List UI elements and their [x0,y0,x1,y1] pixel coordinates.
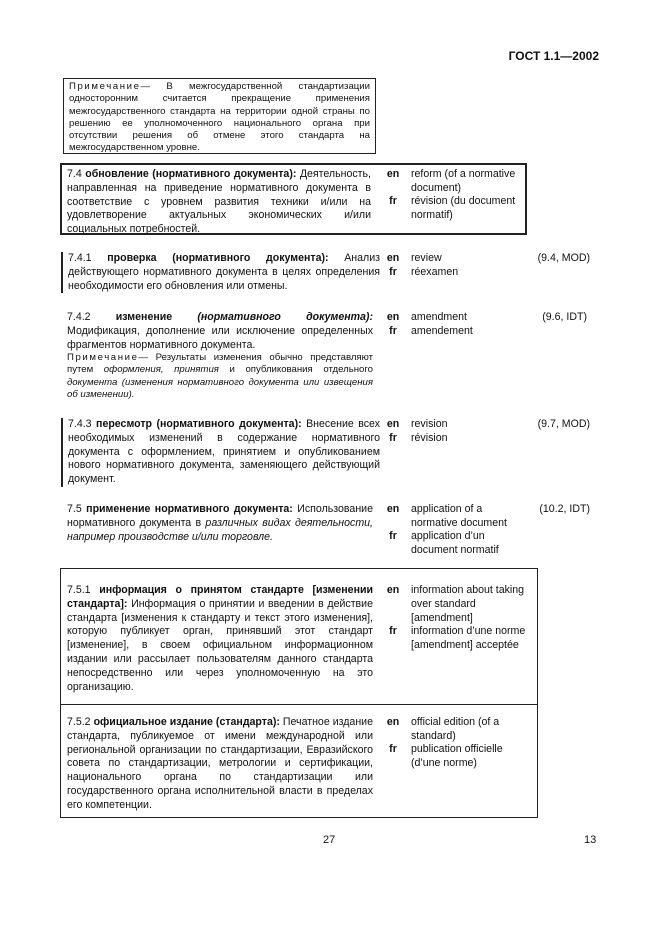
definition: Модификация, дополнение или исключение определенных фрагментов нормативного документа. [67,324,373,351]
lang-fr: fr [389,625,397,637]
entry-number: 7.4 [67,168,82,180]
entry-7-4-ru [67,168,371,237]
definition: Деятельность, направленная на приведение нормативного документа в соответствие с уровнем развития техники и/или на удовлетворение актуальных экономических и/или социальных потребностей. [67,168,371,236]
term-italic: (нормативного документа): [197,311,373,323]
term: проверка (нормативного документа): [107,252,329,264]
term-en: reform (of a normative document) [411,168,516,194]
note-italic: документа (изменения нормативного документа или извещения об изменении). [67,376,373,400]
definition: Внесение всех необходимых изменений в содержание нормативного документа с оформлением, принятием и опубликованием нового нормативного документа, заменяющего действующий документ. [68,418,380,486]
term: официальное издание (стандарта): [93,716,280,728]
lang-en: en [386,584,400,596]
entries-divider [60,704,538,705]
term: применение нормативного документа: [86,503,293,515]
lang-en: en [386,168,400,180]
term-en: application of a normative document [411,503,507,529]
lang-fr: fr [389,325,397,337]
term-en: official edition (of a standard) [411,716,500,742]
source-ref: (9.6, IDT) [542,311,587,323]
definition-italic: различных видах деятельности, например производстве и/или торговле. [67,516,373,543]
lang-fr: fr [389,266,397,278]
entry-number: 7.5.1 [67,584,91,596]
definition: Использование нормативного документа в [67,503,373,529]
lang-fr: fr [389,195,397,207]
entry-7-5-ru [67,503,373,544]
term: пересмотр (нормативного документа): [96,418,302,430]
page-number-center: 27 [323,834,336,846]
page-number-right: 13 [584,834,597,846]
term-fr: publication officielle (d’une norme) [411,743,503,769]
entry-number: 7.4.1 [68,252,92,264]
term-fr: révision (du document normatif) [411,195,516,221]
source-ref: (10.2, IDT) [539,503,590,515]
entry-number: 7.4.2 [67,311,91,323]
term: изменение [115,311,173,323]
lang-en: en [386,503,400,515]
definition: Анализ действующего нормативного документа в целях определения необходимости его обновления или отмены. [68,252,380,292]
lang-fr: fr [389,530,397,542]
entry-number: 7.5 [67,503,82,515]
lang-fr: fr [389,432,397,444]
entry-7-4-2-ru [67,311,373,352]
entry-number: 7.4.3 [68,418,92,430]
term-fr: révision [411,432,448,444]
term: информация о принятом стандарте [изменении стандарта]: [67,584,373,610]
lang-en: en [386,418,400,430]
entry-7-4-3-ru [61,418,380,487]
entry-7-4-1-ru [61,252,380,293]
term-en: revision [411,418,448,430]
note-text: и опубликования отдельного [218,364,373,376]
note-italic: оформления, принятия [103,364,219,376]
lang-en: en [386,716,400,728]
term-fr: amendement [411,325,473,337]
note-text: — В межгосударственной стандартизации односторонним считается прекращение применения межгосударственного стандарта на территории одной страны по решению ее уполномоченного национального органа при отсутствии решения об отмене этого стандарта на межгосударственном уровне. [69,81,370,154]
definition: Печатное издание стандарта, публикуемое от имени международной или региональной организации по стандартизации, Евразийского совета по стандартизации, метрологии и сертификации, национального органа по стандартизации или государственного органа исполнительной власти в пределах его компетенции. [67,716,373,811]
term-fr: information d’une norme [amendment] acceptée [411,625,526,651]
term-en: amendment [411,311,467,323]
term-en: information about taking over standard [amendment] [411,584,525,624]
note-lead: Примечание [67,352,139,363]
term-fr: réexamen [411,266,459,278]
term-en: review [411,252,442,264]
lang-fr: fr [389,743,397,755]
note-box [63,78,376,154]
note-lead: Примечание [69,81,141,92]
entry-7-5-1-ru [67,584,373,694]
entry-7-4-2-note [67,352,373,401]
term-fr: application d’un document normatif [411,530,499,556]
document-code: ГОСТ 1.1—2002 [508,49,599,63]
note-text: — Результаты изменения обычно представляют путем [67,352,373,376]
entry-7-5-2-ru [67,716,373,813]
term: обновление (нормативного документа): [85,168,297,180]
source-ref: (9.4, MOD) [537,252,590,264]
lang-en: en [386,252,400,264]
lang-en: en [386,311,400,323]
definition: Информация о принятии и введении в действие стандарта [изменения к стандарту и текст этого изменения], которую публикует орган, принявший этот стандарт [изменение], в своем официальном информационном издании или рассылает пользователям данного стандарта непосредственно или через уполномоченную на это организацию. [67,597,373,693]
source-ref: (9.7, MOD) [537,418,590,430]
entry-number: 7.5.2 [67,716,91,728]
